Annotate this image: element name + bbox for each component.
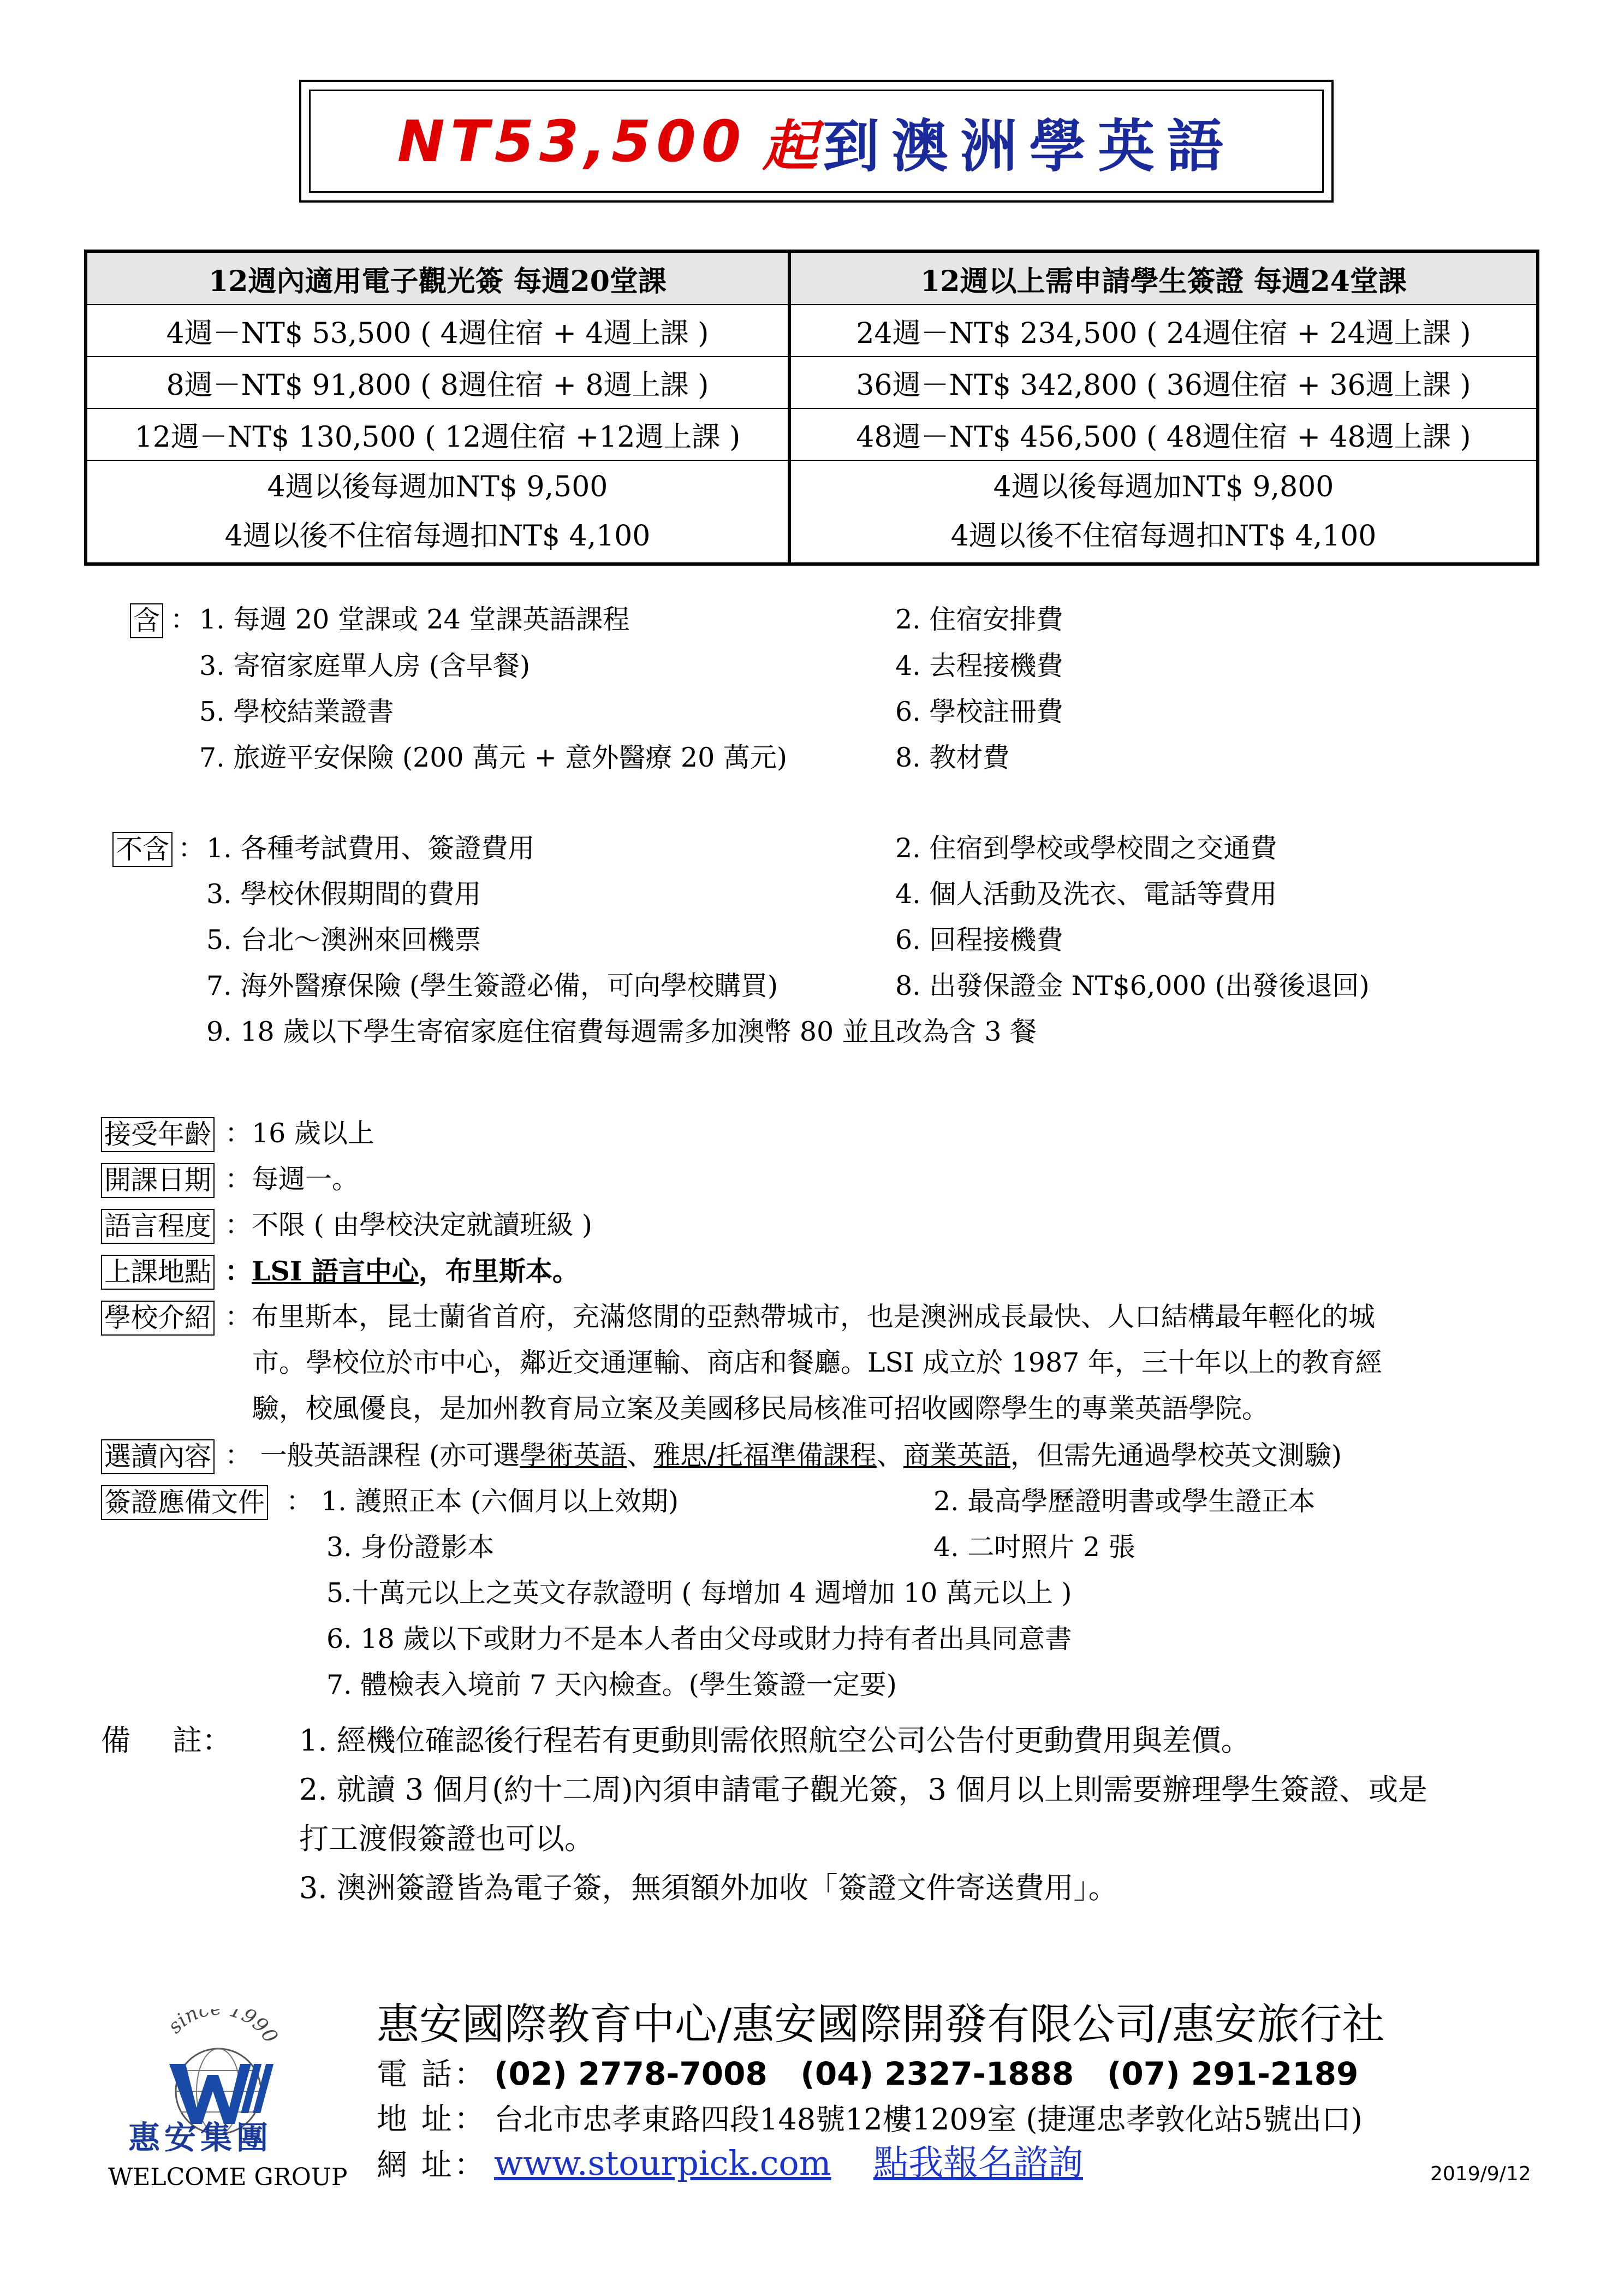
list-item: 6. 回程接機費 (895, 924, 1063, 956)
colon: ： (170, 604, 198, 635)
list-item: 6. 學校註冊費 (895, 696, 1063, 727)
website-link[interactable]: www.stourpick.com (494, 2143, 831, 2183)
table-row (86, 408, 1538, 460)
table-cell: 36週－NT$ 342,800 ( 36週住宿 + 36週上課 ) (789, 357, 1538, 408)
list-item: 9. 18 歲以下學生寄宿家庭住宿費每週需多加澳幣 80 並且改為含 3 餐 (206, 1016, 1037, 1047)
course-value (225, 1439, 1342, 1472)
school-intro-line: 驗，校風優良，是加州教育局立案及美國移民局核准可招收國際學生的專業英語學院。 (252, 1393, 1269, 1424)
note-line: 3. 澳洲簽證皆為電子簽，無須額外加收「簽證文件寄送費用」。 (299, 1871, 1118, 1905)
table-row (86, 460, 1538, 564)
extra-weekly-add: 4週以後每週加NT$ 9,500 (267, 471, 608, 503)
table-cell (789, 460, 1538, 564)
address-label: 地 址： (377, 2102, 487, 2137)
extra-weekly-deduct: 4週以後不住宿每週扣NT$ 4,100 (224, 520, 651, 553)
list-item: 1. 各種考試費用、簽證費用 (206, 833, 535, 864)
list-item: 4. 個人活動及洗衣、電話等費用 (895, 879, 1277, 910)
globe-w-logo-icon (126, 2009, 311, 2135)
list-item: 5. 台北～澳洲來回機票 (206, 924, 481, 956)
excluded-label: 不含 (112, 832, 172, 867)
visa-docs-label: 簽證應備文件 (101, 1485, 268, 1520)
table-cell: 8週－NT$ 91,800 ( 8週住宿 + 8週上課 ) (86, 357, 789, 408)
title-inner-frame (309, 90, 1324, 193)
header-student-visa: 12週以上需申請學生簽證 每週24堂課 (789, 251, 1538, 305)
address-value: 台北市忠孝東路四段148號12樓1209室 (捷運忠孝敦化站5號出口) (494, 2102, 1363, 2137)
company-name: 惠安國際教育中心/惠安國際開發有限公司/惠安旅行社 (377, 2000, 1385, 2049)
table-row (86, 357, 1538, 408)
website-label: 網 址： (377, 2147, 487, 2183)
title-banner (299, 80, 1334, 203)
list-item: 5.十萬元以上之英文存款證明 ( 每增加 4 週增加 10 萬元以上 ) (326, 1577, 1072, 1609)
logo-en-name: WELCOME GROUP (108, 2163, 348, 2191)
list-item: 5. 學校結業證書 (199, 696, 394, 727)
signup-link[interactable]: 點我報名諮詢 (873, 2143, 1083, 2184)
list-item: 6. 18 歲以下或財力不是本人者由父母或財力持有者出具同意書 (326, 1623, 1072, 1654)
table-cell: 12週－NT$ 130,500 ( 12週住宿 +12週上課 ) (86, 408, 789, 460)
school-intro-line: 市。學校位於市中心，鄰近交通運輸、商店和餐廳。LSI 成立於 1987 年，三十年以上的教育經 (252, 1347, 1382, 1378)
notes-label: 備 註： (101, 1723, 232, 1758)
list-item: 4. 二吋照片 2 張 (933, 1532, 1135, 1563)
table-cell (86, 460, 789, 564)
course-suffix: ，但需先通過學校英文測驗) (1010, 1440, 1342, 1471)
course-business[interactable]: 商業英語 (903, 1440, 1010, 1471)
course-academic[interactable]: 學術英語 (520, 1440, 627, 1471)
course-prefix: ： 一般英語課程 (亦可選 (225, 1440, 520, 1471)
extra-weekly-add: 4週以後每週加NT$ 9,800 (993, 471, 1334, 503)
start-date-label: 開課日期 (101, 1163, 215, 1198)
list-item: 2. 最高學歷證明書或學生證正本 (933, 1486, 1316, 1517)
separator: 、 (627, 1440, 654, 1471)
svg-text:since 1990 (164, 2009, 282, 2047)
list-item: 2. 住宿到學校或學校間之交通費 (895, 833, 1277, 864)
table-cell: 24週－NT$ 234,500 ( 24週住宿 + 24週上課 ) (789, 305, 1538, 357)
list-item: 3. 學校休假期間的費用 (206, 879, 481, 910)
company-logo (126, 2009, 311, 2135)
location-value (225, 1255, 579, 1288)
list-item: 4. 去程接機費 (895, 650, 1063, 681)
price-table (84, 250, 1539, 566)
logo-cn-name: 惠安集團 (128, 2119, 273, 2156)
course-ielts-toefl[interactable]: 雅思/托福準備課程 (653, 1440, 877, 1471)
title-text: 到澳洲學英語 (823, 112, 1236, 180)
list-item: 7. 旅遊平安保險 (200 萬元 + 意外醫療 20 萬元) (199, 742, 787, 773)
logo-since: sinc 1990 (163, 2009, 282, 2048)
age-label: 接受年齡 (101, 1117, 215, 1152)
list-item: 3. 身份證影本 (326, 1532, 495, 1563)
list-item: 1. 護照正本 (六個月以上效期) (321, 1486, 679, 1517)
school-intro-label: 學校介紹 (101, 1301, 215, 1336)
start-date-value: ：每週一。 (225, 1164, 359, 1195)
age-value: ：16 歲以上 (225, 1118, 374, 1149)
level-label: 語言程度 (101, 1209, 215, 1244)
note-line: 1. 經機位確認後行程若有更動則需依照航空公司公告付更動費用與差價。 (299, 1723, 1251, 1758)
school-link[interactable]: LSI 語言中心 (252, 1255, 419, 1287)
list-item: 1. 每週 20 堂課或 24 堂課英語課程 (199, 604, 630, 635)
table-row (86, 305, 1538, 357)
header-evisa: 12週內適用電子觀光簽 每週20堂課 (86, 251, 789, 305)
school-intro-line: ：布里斯本，昆士蘭省首府，充滿悠閒的亞熱帶城市，也是澳洲成長最快、人口結構最年輕化的城 (225, 1301, 1376, 1332)
table-cell: 48週－NT$ 456,500 ( 48週住宿 + 48週上課 ) (789, 408, 1538, 460)
included-label: 含 (130, 603, 163, 638)
colon: ： (178, 833, 205, 864)
list-item: 7. 體檢表入境前 7 天內檢查。(學生簽證一定要) (326, 1669, 897, 1700)
list-item: 8. 出發保證金 NT$6,000 (出發後退回) (895, 970, 1370, 1001)
location-label: 上課地點 (101, 1255, 215, 1290)
phone-label: 電 話： (377, 2057, 487, 2092)
list-item: 8. 教材費 (895, 742, 1010, 773)
extra-weekly-deduct: 4週以後不住宿每週扣NT$ 4,100 (950, 520, 1377, 553)
table-header-row (86, 251, 1538, 305)
separator: 、 (876, 1440, 903, 1471)
level-value: ：不限 ( 由學校決定就讀班級 ) (225, 1209, 592, 1241)
table-cell: 4週－NT$ 53,500 ( 4週住宿 + 4週上課 ) (86, 305, 789, 357)
note-line: 打工渡假簽證也可以。 (299, 1822, 594, 1856)
location-city: ，布里斯本。 (418, 1255, 579, 1287)
document-date: 2019/9/12 (1430, 2163, 1531, 2185)
list-item: 2. 住宿安排費 (895, 604, 1063, 635)
list-item: 3. 寄宿家庭單人房 (含早餐) (199, 650, 531, 681)
phone-numbers: (02) 2778-7008 (04) 2327-1888 (07) 291-2189 (494, 2055, 1359, 2092)
title-qi: 起 (763, 113, 818, 178)
colon: ： (286, 1486, 313, 1517)
list-item: 7. 海外醫療保險 (學生簽證必備，可向學校購買) (206, 970, 778, 1001)
colon: ： (225, 1255, 252, 1287)
title-price: NT53,500 (397, 108, 747, 175)
note-line: 2. 就讀 3 個月(約十二周)內須申請電子觀光簽，3 個月以上則需要辦理學生簽證、或是 (299, 1772, 1428, 1807)
course-label: 選讀內容 (101, 1439, 215, 1474)
